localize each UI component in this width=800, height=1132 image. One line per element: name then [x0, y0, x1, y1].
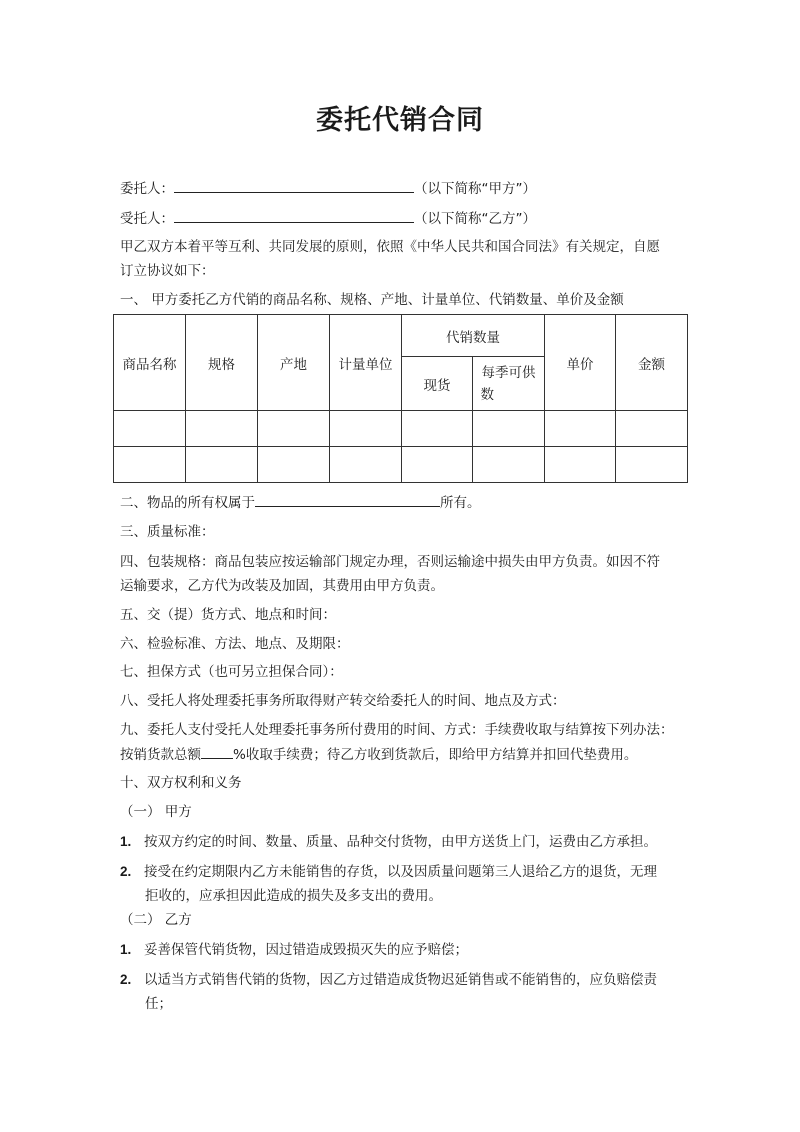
header-price: 单价	[545, 315, 616, 411]
table-cell[interactable]	[402, 447, 473, 483]
table-cell[interactable]	[258, 411, 330, 447]
party-a-heading: （一） 甲方	[120, 804, 192, 820]
list-text-continued: 拒收的，应承担因此造成的损失及多支出的费用。	[145, 888, 442, 904]
clause-10: 十、双方权利和义务	[120, 775, 242, 791]
entrustee-suffix: （以下简称“乙方”）	[414, 211, 536, 227]
entrustor-line	[120, 178, 536, 199]
list-number: 2.	[120, 864, 132, 879]
clause-4-line-1: 四、包装规格：商品包装应按运输部门规定办理，否则运输途中损失由甲方负责。如因不符	[120, 554, 660, 570]
page-title: 委托代销合同	[316, 105, 484, 136]
section1-heading: 一、 甲方委托乙方代销的商品名称、规格、产地、计量单位、代销数量、单价及金额	[120, 292, 624, 308]
header-qty: 代销数量	[402, 315, 545, 357]
table-cell[interactable]	[402, 411, 473, 447]
list-text-continued: 任；	[145, 996, 172, 1012]
entrustee-label: 受托人：	[120, 211, 174, 227]
entrustor-blank[interactable]	[174, 178, 414, 193]
table-cell[interactable]	[616, 447, 688, 483]
table-row	[114, 447, 688, 483]
clause-2-prefix: 二、物品的所有权属于	[120, 495, 255, 511]
fee-percent-blank[interactable]	[201, 744, 233, 759]
list-number: 2.	[120, 972, 132, 987]
header-origin: 产地	[258, 315, 330, 411]
header-name: 商品名称	[114, 315, 186, 411]
header-spec: 规格	[186, 315, 258, 411]
list-number: 1.	[120, 942, 132, 957]
table-cell[interactable]	[616, 411, 688, 447]
clause-3: 三、质量标准：	[120, 524, 215, 540]
list-number: 1.	[120, 834, 132, 849]
entrustor-label: 委托人：	[120, 181, 174, 197]
intro-line-1: 甲乙双方本着平等互利、共同发展的原则，依照《中华人民共和国合同法》有关规定，自愿	[120, 239, 660, 255]
table-cell[interactable]	[114, 411, 186, 447]
table-cell[interactable]	[330, 411, 402, 447]
header-qty-season-line2: 数	[480, 386, 494, 403]
entrustor-suffix: （以下简称“甲方”）	[414, 181, 536, 197]
ownership-blank[interactable]	[255, 492, 440, 507]
list-item	[120, 862, 657, 882]
header-qty-stock: 现货	[402, 357, 473, 411]
list-text: 接受在约定期限内乙方未能销售的存货，以及因质量问题第三人退给乙方的退货，无理	[144, 864, 657, 880]
clause-6: 六、检验标准、方法、地点、及期限：	[120, 636, 350, 652]
header-amount: 金额	[616, 315, 688, 411]
clause-7: 七、担保方式（也可另立担保合同）：	[120, 664, 343, 680]
entrustee-line	[120, 208, 536, 229]
clause-9-line-1: 九、委托人支付受托人处理委托事务所付费用的时间、方式：手续费收取与结算按下列办法：	[120, 722, 674, 738]
clause-8: 八、受托人将处理委托事务所取得财产转交给委托人的时间、地点及方式：	[120, 693, 566, 709]
clause-2	[120, 492, 481, 513]
table-cell[interactable]	[186, 447, 258, 483]
list-item	[120, 940, 468, 960]
table-cell[interactable]	[258, 447, 330, 483]
table-cell[interactable]	[473, 447, 545, 483]
clause-9-suffix: %收取手续费；待乙方收到货款后，即给甲方结算并扣回代垫费用。	[233, 747, 638, 763]
goods-table	[113, 314, 688, 483]
table-cell[interactable]	[330, 447, 402, 483]
clause-9-line-2	[120, 744, 637, 765]
clause-9-prefix: 按销货款总额	[120, 747, 201, 763]
table-cell[interactable]	[473, 411, 545, 447]
intro-line-2: 订立协议如下：	[120, 263, 215, 279]
header-qty-season	[473, 357, 545, 411]
list-item	[120, 832, 657, 852]
table-cell[interactable]	[186, 411, 258, 447]
list-text: 按双方约定的时间、数量、质量、品种交付货物，由甲方送货上门，运费由乙方承担。	[144, 834, 657, 850]
clause-4-line-2: 运输要求，乙方代为改装及加固，其费用由甲方负责。	[120, 578, 444, 594]
table-row	[114, 411, 688, 447]
table-cell[interactable]	[114, 447, 186, 483]
clause-2-suffix: 所有。	[440, 495, 481, 511]
list-text: 以适当方式销售代销的货物，因乙方过错造成货物迟延销售或不能销售的，应负赔偿责	[144, 972, 657, 988]
header-qty-season-line1: 每季可供	[481, 364, 536, 381]
clause-5: 五、交（提）货方式、地点和时间：	[120, 607, 336, 623]
list-text: 妥善保管代销货物，因过错造成毁损灭失的应予赔偿；	[144, 942, 468, 958]
header-unit: 计量单位	[330, 315, 402, 411]
table-cell[interactable]	[545, 411, 616, 447]
entrustee-blank[interactable]	[174, 208, 414, 223]
table-cell[interactable]	[545, 447, 616, 483]
party-b-heading: （二） 乙方	[120, 912, 192, 928]
list-item	[120, 970, 657, 990]
